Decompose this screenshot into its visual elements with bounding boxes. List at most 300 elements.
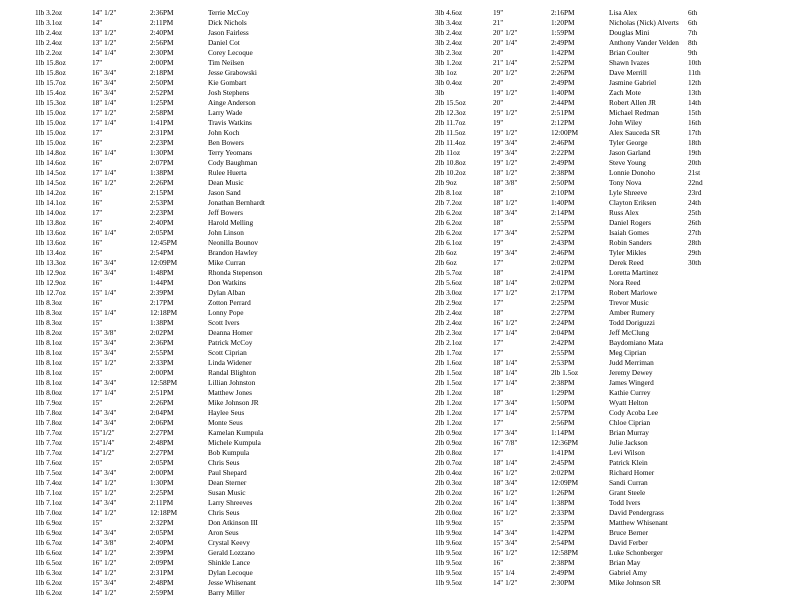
time-cell: 1:42PM (551, 528, 575, 537)
weight-cell: 1lb 9.5oz (435, 568, 463, 577)
length-cell: 17" 1/4" (92, 388, 117, 397)
length-cell: 14" 3/4" (92, 528, 117, 537)
weight-cell: 2lb 11oz (435, 148, 461, 157)
angler-name-cell: Amber Rumery (609, 308, 655, 317)
weight-cell: 3lb 1.2oz (435, 58, 463, 67)
length-cell: 15" 3/8" (92, 328, 117, 337)
length-cell: 16" (92, 278, 103, 287)
table-row (0, 578, 661, 588)
weight-cell: 2lb 2.4oz (435, 308, 463, 317)
weight-cell: 1lb 7.1oz (35, 498, 63, 507)
angler-name-cell: Kathie Currey (609, 388, 651, 397)
weight-cell: 1lb 14.8oz (35, 148, 66, 157)
table-row (0, 268, 659, 278)
angler-name-cell: Trevor Music (609, 298, 649, 307)
angler-name-cell: Aron Seus (208, 528, 239, 537)
time-cell: 1:30PM (150, 148, 174, 157)
weight-cell: 3lb (435, 88, 445, 97)
time-cell: 2:12PM (551, 118, 575, 127)
length-cell: 14"1/2" (92, 448, 115, 457)
length-cell: 17" 1/2" (493, 288, 518, 297)
angler-name-cell: Lonny Pope (208, 308, 244, 317)
length-cell: 18" (493, 188, 504, 197)
time-cell: 2:46PM (551, 138, 575, 147)
length-cell: 15" (92, 458, 103, 467)
weight-cell: 2lb 1.5oz (435, 378, 463, 387)
time-cell: 2:53PM (150, 198, 174, 207)
length-cell: 16" 3/4" (92, 258, 117, 267)
time-cell: 12:09PM (150, 258, 178, 267)
weight-cell: 1lb 15.4oz (35, 88, 66, 97)
time-cell: 2:24PM (551, 318, 575, 327)
angler-name-cell: Kie Gombart (208, 78, 247, 87)
angler-name-cell: Isaiah Gomes (609, 228, 649, 237)
angler-name-cell: Jason Garland (609, 148, 651, 157)
place-cell: 15th (688, 108, 701, 117)
table-row (0, 438, 648, 448)
time-cell: 2:22PM (551, 148, 575, 157)
length-cell: 17" 3/4" (493, 428, 518, 437)
length-cell: 14" 1/2" (493, 578, 518, 587)
time-cell: 2:55PM (551, 348, 575, 357)
time-cell: 12:00PM (551, 128, 579, 137)
table-row (0, 378, 654, 388)
weight-cell: 3lb 3.4oz (435, 18, 463, 27)
weight-cell: 1lb 9.5oz (435, 548, 463, 557)
table-row (0, 58, 701, 68)
place-cell: 12th (688, 78, 701, 87)
time-cell: 2:30PM (150, 48, 174, 57)
length-cell: 17" (493, 348, 504, 357)
weight-cell: 2lb 6.2oz (435, 228, 463, 237)
length-cell: 15" 3/4" (92, 338, 117, 347)
weight-cell: 3lb 2.4oz (435, 38, 463, 47)
angler-name-cell: Don Watkins (208, 278, 246, 287)
angler-name-cell: Linda Widener (208, 358, 252, 367)
time-cell: 1:50PM (551, 398, 575, 407)
table-row (0, 338, 664, 348)
time-cell: 2:33PM (551, 508, 575, 517)
length-cell: 14" 3/4" (92, 378, 117, 387)
weight-cell: 2lb 10.2oz (435, 168, 466, 177)
length-cell: 16" 3/4" (92, 88, 117, 97)
weight-cell: 2lb 0.7oz (435, 458, 463, 467)
time-cell: 1:59PM (551, 28, 575, 37)
time-cell: 1:20PM (551, 18, 575, 27)
time-cell: 2:25PM (551, 298, 575, 307)
table-row (0, 18, 698, 28)
length-cell: 17" 3/4" (493, 228, 518, 237)
angler-name-cell: Lillian Johnston (208, 378, 256, 387)
angler-name-cell: Larry Wade (208, 108, 243, 117)
time-cell: 12:18PM (150, 308, 178, 317)
time-cell: 2:30PM (551, 578, 575, 587)
weight-cell: 1lb 8.3oz (35, 298, 63, 307)
time-cell: 2:32PM (150, 518, 174, 527)
angler-name-cell: Steve Young (609, 158, 646, 167)
length-cell: 21" 1/4" (493, 58, 518, 67)
table-row (0, 318, 655, 328)
length-cell: 20" (493, 48, 504, 57)
weight-cell: 1lb 8.3oz (35, 318, 63, 327)
time-cell: 2:09PM (150, 558, 174, 567)
time-cell: 1:29PM (551, 388, 575, 397)
weight-cell: 1lb 13.3oz (35, 258, 66, 267)
time-cell: 2:48PM (150, 578, 174, 587)
length-cell: 16" (92, 158, 103, 167)
length-cell: 18" (493, 218, 504, 227)
angler-name-cell: Kamelan Kumpula (208, 428, 264, 437)
length-cell: 15" 1/4" (92, 308, 117, 317)
time-cell: 2:31PM (150, 568, 174, 577)
length-cell: 17" (493, 448, 504, 457)
angler-name-cell: Judd Merriman (609, 358, 654, 367)
length-cell: 16" 1/4" (493, 498, 518, 507)
table-row (0, 8, 698, 18)
weight-cell: 1lb 13.6oz (35, 238, 66, 247)
place-cell: 9th (688, 48, 698, 57)
weight-cell: 1lb 6.2oz (35, 588, 63, 597)
weight-cell: 1lb 13.8oz (35, 218, 66, 227)
weight-cell: 1lb 15.8oz (35, 58, 66, 67)
weight-cell: 2lb 0.3oz (435, 478, 463, 487)
time-cell: 2:27PM (551, 308, 575, 317)
angler-name-cell: Meg Ciprian (609, 348, 647, 357)
table-row (0, 148, 701, 158)
angler-name-cell: John Wiley (609, 118, 643, 127)
length-cell: 19" 3/4" (493, 248, 518, 257)
weight-cell: 2lb 1.2oz (435, 388, 463, 397)
weight-cell: 1lb 7.7oz (35, 438, 63, 447)
weight-cell: 1lb 6.7oz (35, 538, 63, 547)
length-cell: 18" 1/4" (493, 368, 518, 377)
weight-cell: 2lb 8.1oz (435, 188, 463, 197)
time-cell: 12:09PM (551, 478, 579, 487)
length-cell: 15" 3/4" (493, 538, 518, 547)
time-cell: 2:40PM (150, 28, 174, 37)
angler-name-cell: Lonnie Donoho (609, 168, 656, 177)
length-cell: 15"1/4" (92, 438, 115, 447)
weight-cell: 1lb 13.6oz (35, 228, 66, 237)
time-cell: 12:36PM (551, 438, 579, 447)
angler-name-cell: Michael Redman (609, 108, 660, 117)
angler-name-cell: Gabriel Amy (609, 568, 647, 577)
length-cell: 17" (493, 298, 504, 307)
weight-cell: 1lb 15.7oz (35, 78, 66, 87)
time-cell: 2:02PM (551, 468, 575, 477)
length-cell: 19" (493, 118, 504, 127)
length-cell: 20" (493, 98, 504, 107)
time-cell: 2:17PM (150, 298, 174, 307)
length-cell: 18" 1/2" (493, 198, 518, 207)
length-cell: 17" (493, 418, 504, 427)
weight-cell: 2lb 6.2oz (435, 208, 463, 217)
angler-name-cell: Tim Neilsen (208, 58, 245, 67)
weight-cell: 2lb 0.4oz (435, 468, 463, 477)
place-cell: 6th (688, 18, 698, 27)
angler-name-cell: Bruce Berner (609, 528, 649, 537)
time-cell: 1:48PM (150, 268, 174, 277)
time-cell: 2:49PM (551, 158, 575, 167)
angler-name-cell: Loretta Martinez (609, 268, 659, 277)
weight-cell: 1lb 14.6oz (35, 158, 66, 167)
angler-name-cell: Michele Kumpula (208, 438, 261, 447)
angler-name-cell: Shinkle Lance (208, 558, 250, 567)
time-cell: 12:18PM (150, 508, 178, 517)
time-cell: 2:40PM (150, 538, 174, 547)
angler-name-cell: Ben Bowers (208, 138, 244, 147)
table-row (0, 128, 701, 138)
length-cell: 16" (92, 248, 103, 257)
length-cell: 15" (493, 518, 504, 527)
angler-name-cell: Chris Seus (208, 508, 240, 517)
weight-cell: 2lb 1.2oz (435, 398, 463, 407)
length-cell: 17" (92, 58, 103, 67)
length-cell: 16" (92, 298, 103, 307)
angler-name-cell: Rulee Huerta (208, 168, 247, 177)
weight-cell: 2lb 2.1oz (435, 338, 463, 347)
weight-cell: 2lb 0.8oz (435, 448, 463, 457)
time-cell: 1:38PM (150, 168, 174, 177)
time-cell: 2:59PM (150, 588, 174, 597)
time-cell: 2:54PM (150, 248, 174, 257)
weight-cell: 2lb 2.4oz (435, 318, 463, 327)
angler-name-cell: David Ferber (609, 538, 648, 547)
table-row (0, 348, 647, 358)
time-cell: 2:56PM (150, 38, 174, 47)
table-row (0, 188, 702, 198)
length-cell: 17" (493, 258, 504, 267)
angler-name-cell: Lisa Alex (609, 8, 638, 17)
weight-cell: 2lb 6oz (435, 258, 457, 267)
weight-cell: 3lb 0.4oz (435, 78, 463, 87)
length-cell: 19" 1/2" (493, 158, 518, 167)
time-cell: 1:40PM (551, 198, 575, 207)
weight-cell: 1lb 15.0oz (35, 128, 66, 137)
time-cell: 12:58PM (150, 378, 178, 387)
time-cell: 2:05PM (150, 228, 174, 237)
angler-name-cell: John Koch (208, 128, 240, 137)
angler-name-cell: Jeremy Dewey (609, 368, 653, 377)
time-cell: 2:26PM (150, 178, 174, 187)
time-cell: 2lb 1.5oz (551, 368, 579, 377)
weight-cell: 1lb 3.1oz (35, 18, 63, 27)
weight-cell: 2lb 5.6oz (435, 278, 463, 287)
length-cell: 16" 1/2" (493, 468, 518, 477)
angler-name-cell: Patrick McCoy (208, 338, 253, 347)
angler-name-cell: Nicholas (Nick) Alverts (609, 18, 679, 27)
place-cell: 14th (688, 98, 701, 107)
length-cell: 18" 3/4" (493, 208, 518, 217)
angler-name-cell: Dylan Alban (208, 288, 246, 297)
time-cell: 2:51PM (150, 388, 174, 397)
table-row (0, 28, 698, 38)
length-cell: 19" (493, 238, 504, 247)
place-cell: 24th (688, 198, 701, 207)
length-cell: 16" (92, 198, 103, 207)
table-row (0, 358, 654, 368)
angler-name-cell: Scott Ciprian (208, 348, 247, 357)
angler-name-cell: Nora Reed (609, 278, 641, 287)
angler-name-cell: Lyle Shreeve (609, 188, 648, 197)
weight-cell: 1lb 14.5oz (35, 168, 66, 177)
angler-name-cell: Mike Curran (208, 258, 246, 267)
angler-name-cell: Grant Steele (609, 488, 646, 497)
angler-name-cell: Dylan Lecoque (208, 568, 253, 577)
length-cell: 19" 3/4" (493, 138, 518, 147)
weight-cell: 1lb 7.7oz (35, 448, 63, 457)
angler-name-cell: Scott Ivers (208, 318, 240, 327)
time-cell: 2:58PM (150, 108, 174, 117)
length-cell: 14" 1/2" (92, 588, 117, 597)
length-cell: 16" 3/4" (92, 268, 117, 277)
length-cell: 15" (92, 518, 103, 527)
table-row (0, 108, 701, 118)
angler-name-cell: Robert Marlowe (609, 288, 658, 297)
length-cell: 16" 3/4" (92, 68, 117, 77)
weight-cell: 1lb 12.7oz (35, 288, 66, 297)
length-cell: 15" 1/2" (92, 488, 117, 497)
table-row (0, 78, 701, 88)
angler-name-cell: Terry Yeomans (208, 148, 253, 157)
weight-cell: 1lb 6.6oz (35, 548, 63, 557)
table-row (0, 558, 641, 568)
time-cell: 2:18PM (150, 68, 174, 77)
weight-cell: 2lb 1.6oz (435, 358, 463, 367)
time-cell: 2:26PM (551, 68, 575, 77)
weight-cell: 1lb 9.9oz (435, 528, 463, 537)
length-cell: 16" (92, 188, 103, 197)
length-cell: 16" 1/2" (493, 508, 518, 517)
weight-cell: 2lb 15.5oz (435, 98, 466, 107)
angler-name-cell: Cody Baughman (208, 158, 258, 167)
weight-cell: 1lb 6.9oz (35, 518, 63, 527)
angler-name-cell: Jeff Bowers (208, 208, 243, 217)
place-cell: 25th (688, 208, 701, 217)
angler-name-cell: Corey Lecoque (208, 48, 253, 57)
table-row (0, 68, 701, 78)
time-cell: 2:51PM (551, 108, 575, 117)
time-cell: 2:15PM (150, 188, 174, 197)
weight-cell: 1lb 7.0oz (35, 508, 63, 517)
length-cell: 15" (92, 368, 103, 377)
time-cell: 1:14PM (551, 428, 575, 437)
length-cell: 20" 1/4" (493, 38, 518, 47)
time-cell: 2:50PM (150, 78, 174, 87)
angler-name-cell: Dave Merrill (609, 68, 647, 77)
weight-cell: 1lb 14.5oz (35, 178, 66, 187)
weight-cell: 1lb 7.9oz (35, 398, 63, 407)
angler-name-cell: Zach Mote (609, 88, 641, 97)
length-cell: 18" 1/4" (493, 278, 518, 287)
time-cell: 2:05PM (150, 458, 174, 467)
time-cell: 2:49PM (551, 38, 575, 47)
time-cell: 2:07PM (150, 158, 174, 167)
place-cell: 21st (688, 168, 701, 177)
weight-cell: 1lb 12.9oz (35, 278, 66, 287)
weight-cell: 2lb 6.2oz (435, 218, 463, 227)
weight-cell: 2lb 0.0oz (435, 508, 463, 517)
weight-cell: 1lb 6.3oz (35, 568, 63, 577)
length-cell: 18" 1/4" (92, 98, 117, 107)
table-row (0, 518, 668, 528)
angler-name-cell: Randal Blighton (208, 368, 257, 377)
time-cell: 2:52PM (551, 228, 575, 237)
time-cell: 1:38PM (150, 318, 174, 327)
length-cell: 17" 1/4" (92, 168, 117, 177)
angler-name-cell: Terrie McCoy (208, 8, 250, 17)
weight-cell: 1lb 7.8oz (35, 408, 63, 417)
time-cell: 2:53PM (551, 358, 575, 367)
place-cell: 19th (688, 148, 701, 157)
angler-name-cell: Cody Acoba Lee (609, 408, 659, 417)
weight-cell: 1lb 15.0oz (35, 138, 66, 147)
angler-name-cell: Shawn Ivazes (609, 58, 650, 67)
angler-name-cell: Todd Doriguzzi (609, 318, 655, 327)
angler-name-cell: Crystal Keevy (208, 538, 250, 547)
place-cell: 10th (688, 58, 701, 67)
length-cell: 17" 1/4" (92, 118, 117, 127)
time-cell: 2:57PM (551, 408, 575, 417)
length-cell: 14" 3/8" (92, 538, 117, 547)
weight-cell: 1lb 15.0oz (35, 108, 66, 117)
table-row (0, 528, 649, 538)
table-row (0, 538, 648, 548)
weight-cell: 2lb 11.4oz (435, 138, 466, 147)
angler-name-cell: Patrick Klein (609, 458, 648, 467)
time-cell: 2:02PM (150, 328, 174, 337)
time-cell: 2:00PM (150, 58, 174, 67)
angler-name-cell: Brandon Hawley (208, 248, 258, 257)
time-cell: 2:16PM (551, 8, 575, 17)
length-cell: 14" 1/2" (92, 478, 117, 487)
time-cell: 2:36PM (150, 338, 174, 347)
angler-name-cell: Mike Johnson JR (208, 398, 259, 407)
length-cell: 16" (92, 238, 103, 247)
angler-name-cell: Brian Coulter (609, 48, 649, 57)
weight-cell: 1lb 8.3oz (35, 308, 63, 317)
weight-cell: 1lb 8.2oz (35, 328, 63, 337)
weight-cell: 1lb 8.1oz (35, 338, 63, 347)
time-cell: 1:41PM (150, 118, 174, 127)
weight-cell: 1lb 7.4oz (35, 478, 63, 487)
table-row (0, 508, 664, 518)
length-cell: 16" (92, 218, 103, 227)
time-cell: 12:58PM (551, 548, 579, 557)
length-cell: 14" 1/2" (92, 568, 117, 577)
weight-cell: 2lb 7.2oz (435, 198, 463, 207)
length-cell: 14" 3/4" (92, 408, 117, 417)
weight-cell: 2lb 6oz (435, 248, 457, 257)
angler-name-cell: Matthew Whisenant (609, 518, 668, 527)
place-cell: 18th (688, 138, 701, 147)
time-cell: 2:33PM (150, 358, 174, 367)
angler-name-cell: Josh Stephens (208, 88, 250, 97)
place-cell: 16th (688, 118, 701, 127)
weight-cell: 2lb 10.8oz (435, 158, 466, 167)
weight-cell: 2lb 0.2oz (435, 498, 463, 507)
angler-name-cell: Brian Murray (609, 428, 649, 437)
angler-name-cell: Brian May (609, 558, 641, 567)
time-cell: 2:05PM (150, 528, 174, 537)
length-cell: 14" 3/4" (92, 468, 117, 477)
place-cell: 8th (688, 38, 698, 47)
length-cell: 14" 1/4" (92, 48, 117, 57)
weight-cell: 1lb 6.9oz (35, 528, 63, 537)
time-cell: 2:52PM (150, 88, 174, 97)
time-cell: 1:44PM (150, 278, 174, 287)
time-cell: 2:54PM (551, 538, 575, 547)
